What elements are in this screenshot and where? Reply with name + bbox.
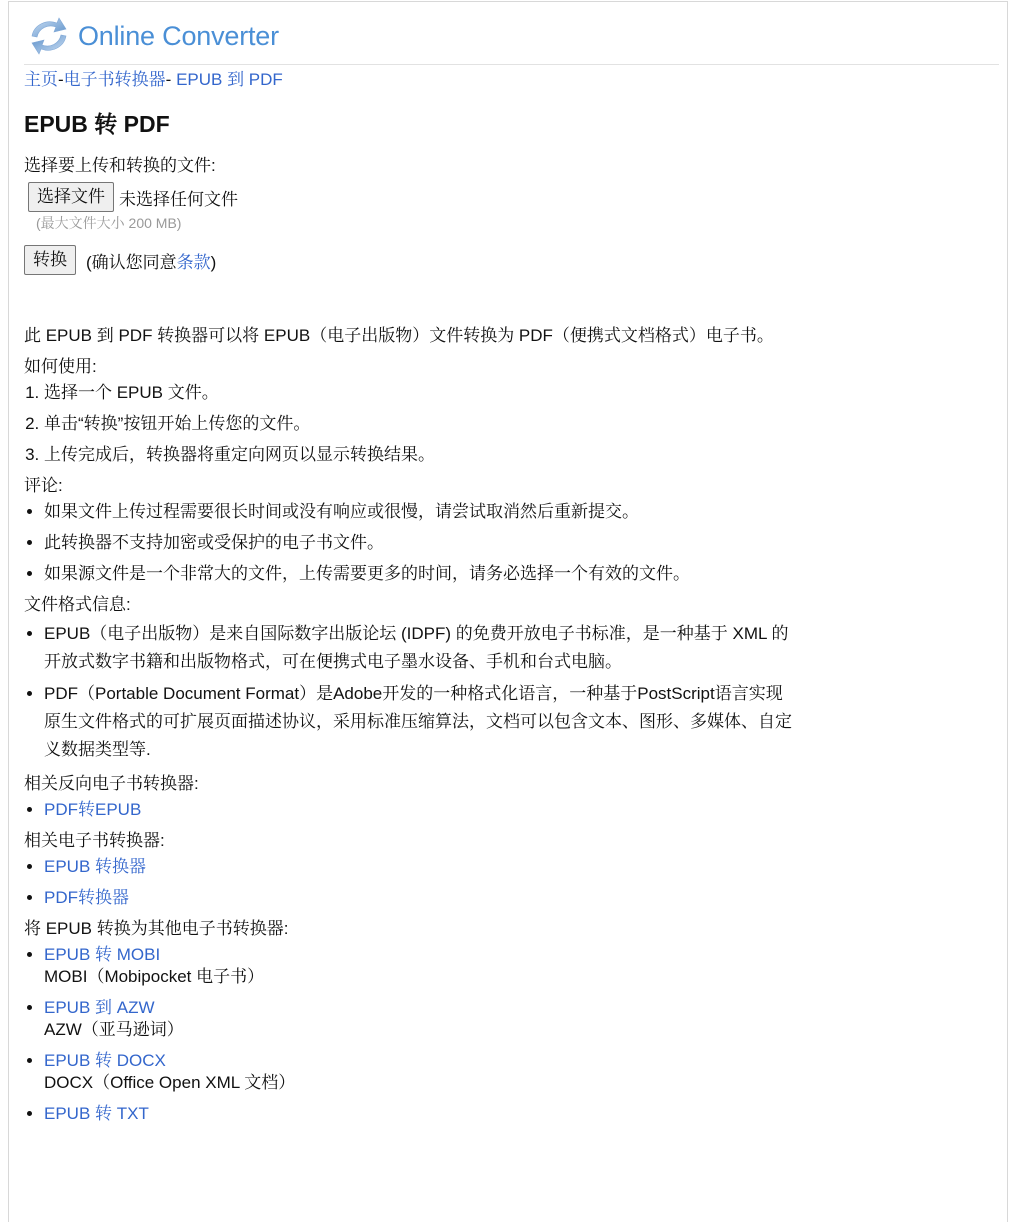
choose-file-button[interactable]: 选择文件 [28,182,114,212]
logo-text: Online Converter [78,20,279,51]
epub-to-docx-link[interactable]: EPUB 转 DOCX [44,1051,166,1070]
site-logo[interactable] [28,16,279,56]
list-item: • 如果文件上传过程需要很长时间或没有响应或很慢，请尝试取消然后重新提交。 [44,501,999,523]
breadcrumb-ebook-converter[interactable]: 电子书转换器 [63,70,166,89]
header-divider [24,64,999,65]
list-item: • 如果源文件是一个非常大的文件，上传需要更多的时间，请务必选择一个有效的文件。 [44,563,999,585]
how-to-heading: 如何使用: [24,357,97,376]
format-description: DOCX（Office Open XML 文档） [44,1073,296,1092]
list-item [44,799,999,821]
breadcrumb [24,69,283,91]
intro-paragraph: 此 EPUB 到 PDF 转换器可以将 EPUB（电子出版物）文件转换为 PDF（便携式文档格式）电子书。 [24,326,774,345]
pdf-to-epub-link[interactable]: PDF转EPUB [44,800,142,819]
epub-converter-link[interactable]: EPUB 转换器 [44,857,147,876]
main-text [24,325,999,1134]
epub-to-mobi-link[interactable]: EPUB 转 MOBI [44,945,161,964]
convert-button[interactable]: 转换 [24,245,76,275]
page-title: EPUB 转 PDF [24,111,170,137]
list-item: • 此转换器不支持加密或受保护的电子书文件。 [44,532,999,554]
logo-arrows-icon [28,16,70,56]
format-info-heading: 文件格式信息: [24,595,131,614]
breadcrumb-separator: - [58,70,64,89]
upload-label: 选择要上传和转换的文件: [24,156,216,175]
epub-to-azw-link[interactable]: EPUB 到 AZW [44,998,155,1017]
terms-suffix: ) [210,252,217,272]
format-description: MOBI（Mobipocket 电子书） [44,967,265,986]
breadcrumb-current[interactable]: EPUB 到 PDF [176,70,283,89]
no-file-text: 未选择任何文件 [119,189,238,209]
reverse-converters-heading: 相关反向电子书转换器: [24,774,199,793]
page-frame [8,1,1008,1222]
epub-to-txt-link[interactable]: EPUB 转 TXT [44,1104,149,1123]
list-item: • PDF（Portable Document Format）是Adobe开发的一种格式化语言，一种基于PostScript语言实现原生文件格式的可扩展页面描述协议，采用标准压缩算法，文档可以包含文本、图形、多媒体、自定义数据类型等. [44,680,796,764]
terms-prefix: (确认您同意 [86,252,177,272]
breadcrumb-separator: - [165,70,177,89]
how-to-steps [24,382,999,466]
list-item [44,1050,999,1094]
comments-heading: 评论: [24,476,63,495]
format-description: AZW（亚马逊词） [44,1020,184,1039]
breadcrumb-home[interactable]: 主页 [24,70,58,89]
pdf-converter-link[interactable]: PDF转换器 [44,888,129,907]
list-item [44,997,999,1041]
terms-link[interactable]: 条款 [176,252,211,272]
list-item: 3. 上传完成后，转换器将重定向网页以显示转换结果。 [44,444,999,466]
format-info-list [24,620,999,764]
list-item [44,1103,999,1125]
reverse-converters-list [24,799,999,821]
file-input-row [28,182,238,212]
comments-list [24,501,999,585]
related-converters-heading: 相关电子书转换器: [24,831,165,850]
list-item: 2. 单击“转换”按钮开始上传您的文件。 [44,413,999,435]
other-converters-heading: 将 EPUB 转换为其他电子书转换器: [24,919,289,938]
list-item: 1. 选择一个 EPUB 文件。 [44,382,999,404]
other-converters-list [24,944,999,1125]
list-item [44,856,999,878]
list-item: • EPUB（电子出版物）是来自国际数字出版论坛 (IDPF) 的免费开放电子书标准，是一种基于 XML 的开放式数字书籍和出版物格式，可在便携式电子墨水设备、手机和台式电脑。 [44,620,796,676]
related-converters-list [24,856,999,909]
list-item [44,887,999,909]
max-file-size-note: (最大文件大小 200 MB) [36,215,182,231]
terms-agreement [86,248,216,273]
convert-row [24,245,216,275]
list-item [44,944,999,988]
